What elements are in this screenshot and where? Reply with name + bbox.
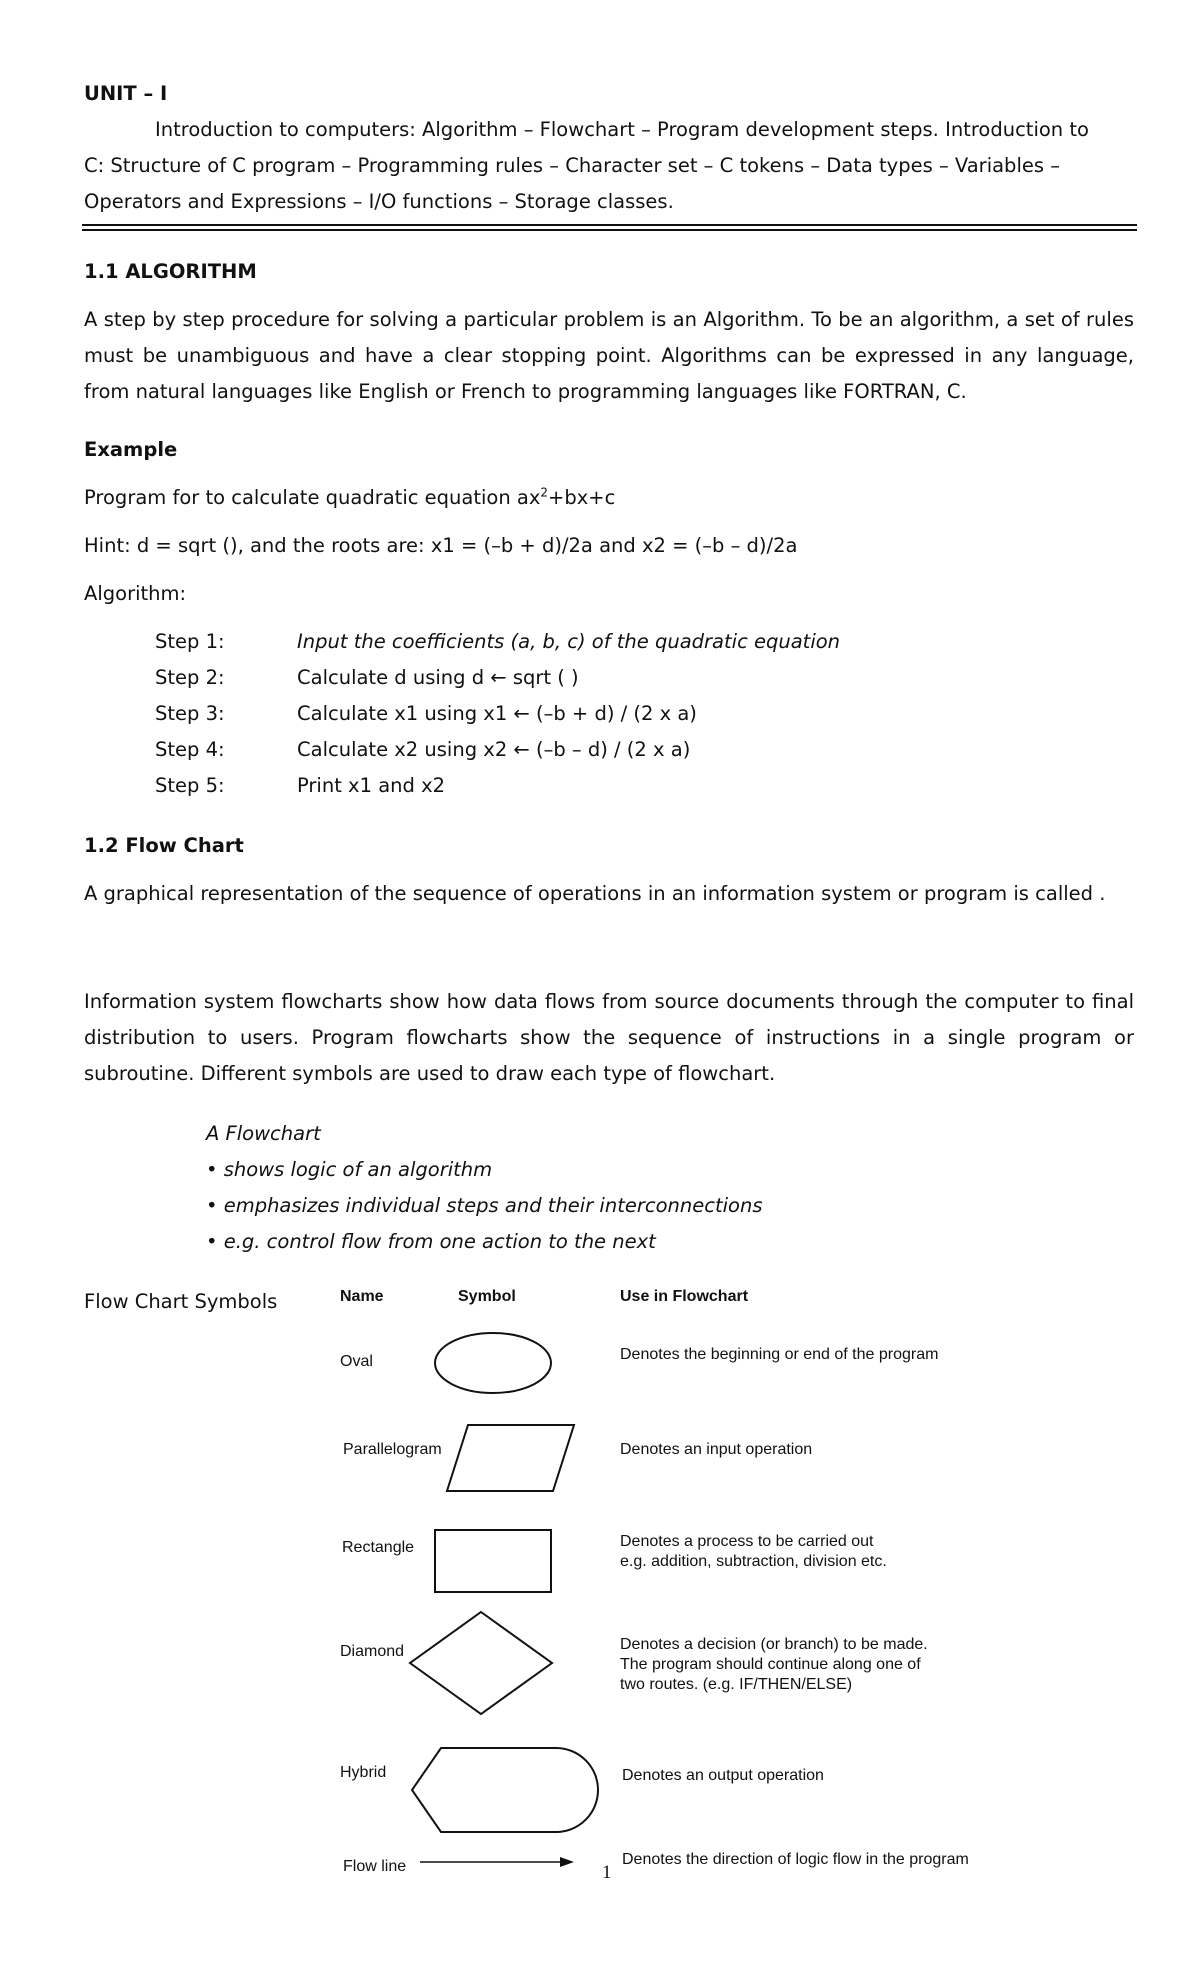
symbols-header-symbol: Symbol [458,1288,516,1305]
step-text: Print x1 and x2 [297,774,446,797]
flowchart-bullet: • emphasizes individual steps and their interconnections [206,1194,763,1217]
unit-heading: UNIT – I [84,82,168,105]
unit-intro-line-3: Operators and Expressions – I/O functions – Storage classes. [84,190,674,213]
unit-intro-line-1: Introduction to computers: Algorithm – Flowchart – Program development steps. Introduction to [155,118,1089,141]
symbol-name-hybrid: Hybrid [340,1764,387,1781]
page-number: 1 [602,1862,612,1883]
flow-chart-symbols-label: Flow Chart Symbols [84,1290,278,1313]
oval-symbol [435,1333,551,1393]
unit-intro-line-2: C: Structure of C program – Programming rules – Character set – C tokens – Data types – Variables – [84,154,1060,177]
flowchart-bullet: • e.g. control flow from one action to the next [206,1230,656,1253]
algorithm-label: Algorithm: [84,582,187,605]
symbol-use-diamond: The program should continue along one of [620,1656,921,1673]
step-label: Step 1: [155,630,225,653]
section-1-1-heading: 1.1 ALGORITHM [84,260,257,283]
hybrid-symbol [412,1748,598,1832]
symbol-use-diamond: two routes. (e.g. IF/THEN/ELSE) [620,1676,853,1693]
symbol-use-rectangle: Denotes a process to be carried out [620,1533,874,1550]
step-label: Step 2: [155,666,225,689]
symbol-name-oval: Oval [340,1353,373,1370]
step-text: Calculate d using d ← sqrt ( ) [297,666,579,689]
symbol-name-flow-line: Flow line [343,1858,407,1875]
symbol-name-parallelogram: Parallelogram [343,1441,442,1458]
program-line-superscript: 2 [540,485,549,500]
example-heading: Example [84,438,178,461]
flowchart-paragraph-1: A graphical representation of the sequence of operations in an information system or program is called . [84,882,1106,905]
symbols-header-name: Name [340,1288,384,1305]
symbol-use-parallelogram: Denotes an input operation [620,1441,813,1458]
symbols-header-use: Use in Flowchart [620,1288,749,1305]
symbol-name-rectangle: Rectangle [342,1539,415,1556]
diamond-symbol [410,1612,552,1714]
step-label: Step 3: [155,702,225,725]
step-text: Calculate x2 using x2 ← (–b – d) / (2 x a) [297,738,691,761]
program-line-text: Program for to calculate quadratic equation ax [84,486,541,509]
symbol-use-rectangle: e.g. addition, subtraction, division etc. [620,1553,887,1570]
section-1-2-heading: 1.2 Flow Chart [84,834,244,857]
symbol-use-flow-line: Denotes the direction of logic flow in the program [622,1851,969,1868]
program-line-tail: +bx+c [548,486,616,509]
symbol-use-oval: Denotes the beginning or end of the program [620,1346,939,1363]
algorithm-paragraph: A step by step procedure for solving a particular problem is an Algorithm. To be an algorithm, a set of rules must be unambiguous and have a clear stopping point. Algorithms can be expressed in any language, from natural languages like English or French to programming languages like FORTRAN, C. [84,308,1134,403]
flowchart-list-title: A Flowchart [206,1122,321,1145]
step-text: Calculate x1 using x1 ← (–b + d) / (2 x a) [297,702,697,725]
symbol-use-diamond: Denotes a decision (or branch) to be made. [620,1636,928,1653]
flow-line-arrow-head [560,1857,574,1867]
symbol-name-diamond: Diamond [340,1643,405,1660]
rectangle-symbol [435,1530,551,1592]
symbol-use-hybrid: Denotes an output operation [622,1767,824,1784]
step-label: Step 4: [155,738,225,761]
flowchart-paragraph-2: Information system flowcharts show how data flows from source documents through the computer to final distribution to users. Program flowcharts show the sequence of instructions in a single program or subroutine. Different symbols are used to draw each type of flowchart. [84,990,1134,1085]
hint-line: Hint: d = sqrt (), and the roots are: x1 = (–b + d)/2a and x2 = (–b – d)/2a [84,534,798,557]
parallelogram-symbol [447,1425,574,1491]
step-text: Input the coefficients (a, b, c) of the quadratic equation [297,630,841,653]
step-label: Step 5: [155,774,225,797]
flowchart-bullet: • shows logic of an algorithm [206,1158,493,1181]
